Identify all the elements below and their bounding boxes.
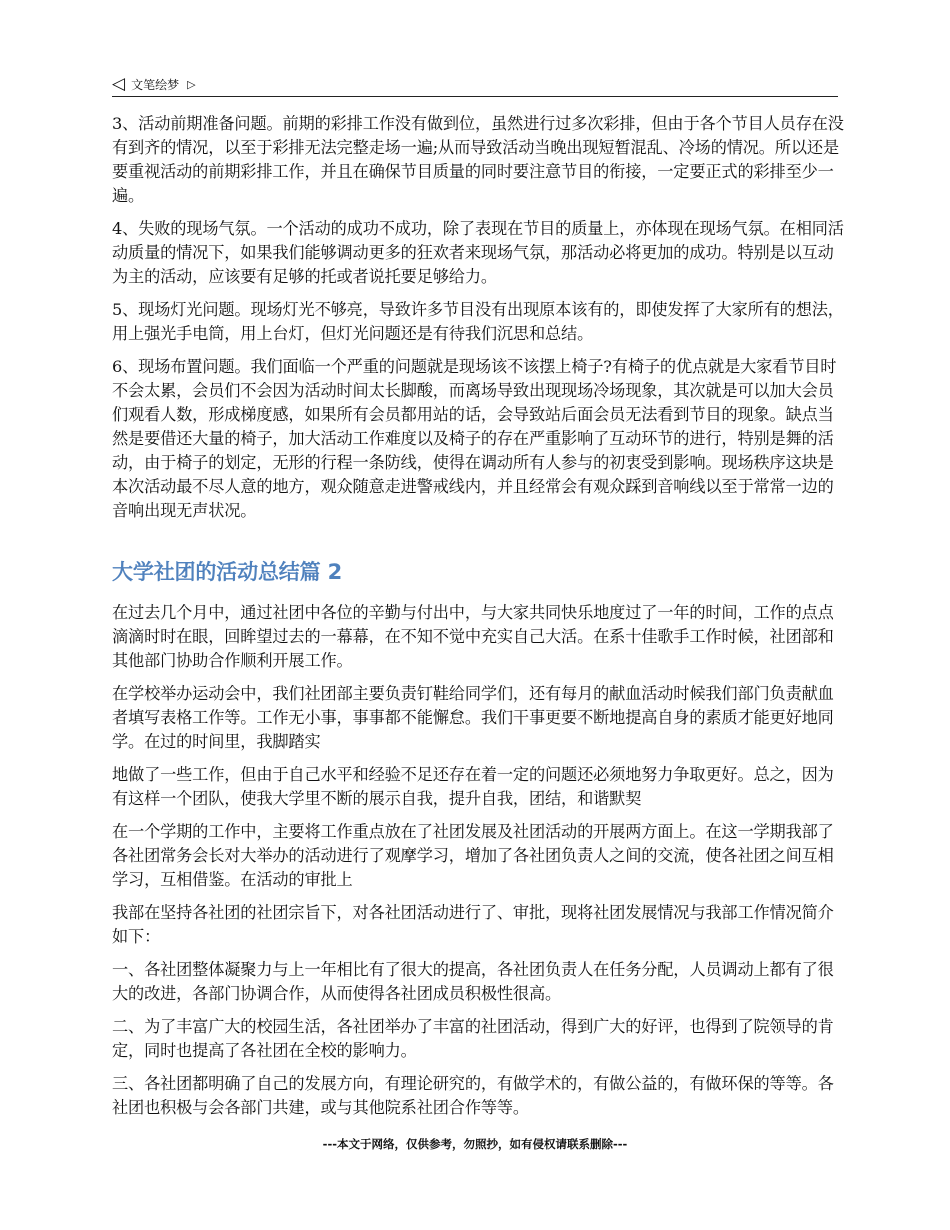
paragraph: 4、失败的现场气氛。一个活动的成功不成功，除了表现在节目的质量上，亦体现在现场气氛。在相同活动质量的情况下，如果我们能够调动更多的狂欢者来现场气氛，那活动必将更加的成功。特别是以互动为主的活动，应该要有足够的托或者说托要足够给力。 [112, 219, 844, 286]
paragraph: 三、各社团都明确了自己的发展方向，有理论研究的，有做学术的，有做公益的，有做环保的等等。各社团也积极与会各部门共建，或与其他院系社团合作等等。 [112, 1074, 834, 1117]
page-footer: ---本文于网络，仅供参考，勿照抄，如有侵权请联系删除--- [322, 1137, 628, 1151]
paragraph: 在一个学期的工作中，主要将工作重点放在了社团发展及社团活动的开展两方面上。在这一学期我部了各社团常务会长对大举办的活动进行了观摩学习，增加了各社团负责人之间的交流，使各社团之间互相学习，互相借鉴。在活动的审批上 [112, 822, 834, 889]
paragraph: 3、活动前期准备问题。前期的彩排工作没有做到位，虽然进行过多次彩排，但由于各个节目人员存在没有到齐的情况，以至于彩排无法完整走场一遍;从而导致活动当晚出现短暂混乱、冷场的情况。所以还是要重视活动的前期彩排工作，并且在确保节目质量的同时要注意节目的衔接，一定要正式的彩排至少一遍。 [112, 114, 844, 205]
document-body [112, 112, 847, 1129]
paragraph: 在过去几个月中，通过社团中各位的辛勤与付出中，与大家共同快乐地度过了一年的时间，工作的点点滴滴时时在眼，回眸望过去的一幕幕，在不知不觉中充实自己大活。在系十佳歌手工作时候，社团部和其他部门协助合作顺利开展工作。 [112, 603, 834, 670]
paragraph: 二、为了丰富广大的校园生活，各社团举办了丰富的社团活动，得到广大的好评，也得到了院领导的肯定，同时也提高了各社团在全校的影响力。 [112, 1017, 834, 1060]
triangle-right-icon: ▷ [187, 77, 196, 91]
paragraph: 地做了一些工作，但由于自己水平和经验不足还存在着一定的问题还必须地努力争取更好。总之，因为有这样一个团队，使我大学里不断的展示自我，提升自我，团结，和谐默契 [112, 765, 834, 808]
paragraph: 6、现场布置问题。我们面临一个严重的问题就是现场该不该摆上椅子?有椅子的优点就是大家看节目时不会太累，会员们不会因为活动时间太长脚酸，而离场导致出现现场冷场现象，其次就是可以加大会员们观看人数，形成梯度感，如果所有会员都用站的话，会导致站后面会员无法看到节目的现象。缺点当然是要借还大量的椅子，加大活动工作难度以及椅子的存在严重影响了互动环节的进行，特别是舞的活动，由于椅子的划定，无形的行程一条防线，使得在调动所有人参与的初衷受到影响。现场秩序这块是本次活动最不尽人意的地方，观众随意走进警戒线内，并且经常会有观众踩到音响线以至于常常一边的音响出现无声状况。 [112, 357, 837, 520]
triangle-left-icon: ◁ [112, 73, 126, 94]
paragraph: 一、各社团整体凝聚力与上一年相比有了很大的提高，各社团负责人在任务分配，人员调动上都有了很大的改进，各部门协调合作，从而使得各社团成员积极性很高。 [112, 960, 834, 1003]
paragraph: 5、现场灯光问题。现场灯光不够亮，导致许多节目没有出现原本该有的，即使发挥了大家所有的想法，用上强光手电筒，用上台灯，但灯光问题还是有待我们沉思和总结。 [112, 300, 844, 343]
paragraph: 我部在坚持各社团的社团宗旨下，对各社团活动进行了、审批，现将社团发展情况与我部工作情况简介如下： [112, 903, 834, 946]
header-title: 文笔绘梦 [131, 77, 180, 92]
paragraph: 在学校举办运动会中，我们社团部主要负责钉鞋给同学们，还有每月的献血活动时候我们部门负责献血者填写表格工作等。工作无小事，事事都不能懈怠。我们干事更要不断地提高自身的素质才能更好地同学。在过的时间里，我脚踏实 [112, 684, 834, 751]
page-header [112, 72, 838, 97]
section-heading: 大学社团的活动总结篇 2 [112, 560, 343, 584]
